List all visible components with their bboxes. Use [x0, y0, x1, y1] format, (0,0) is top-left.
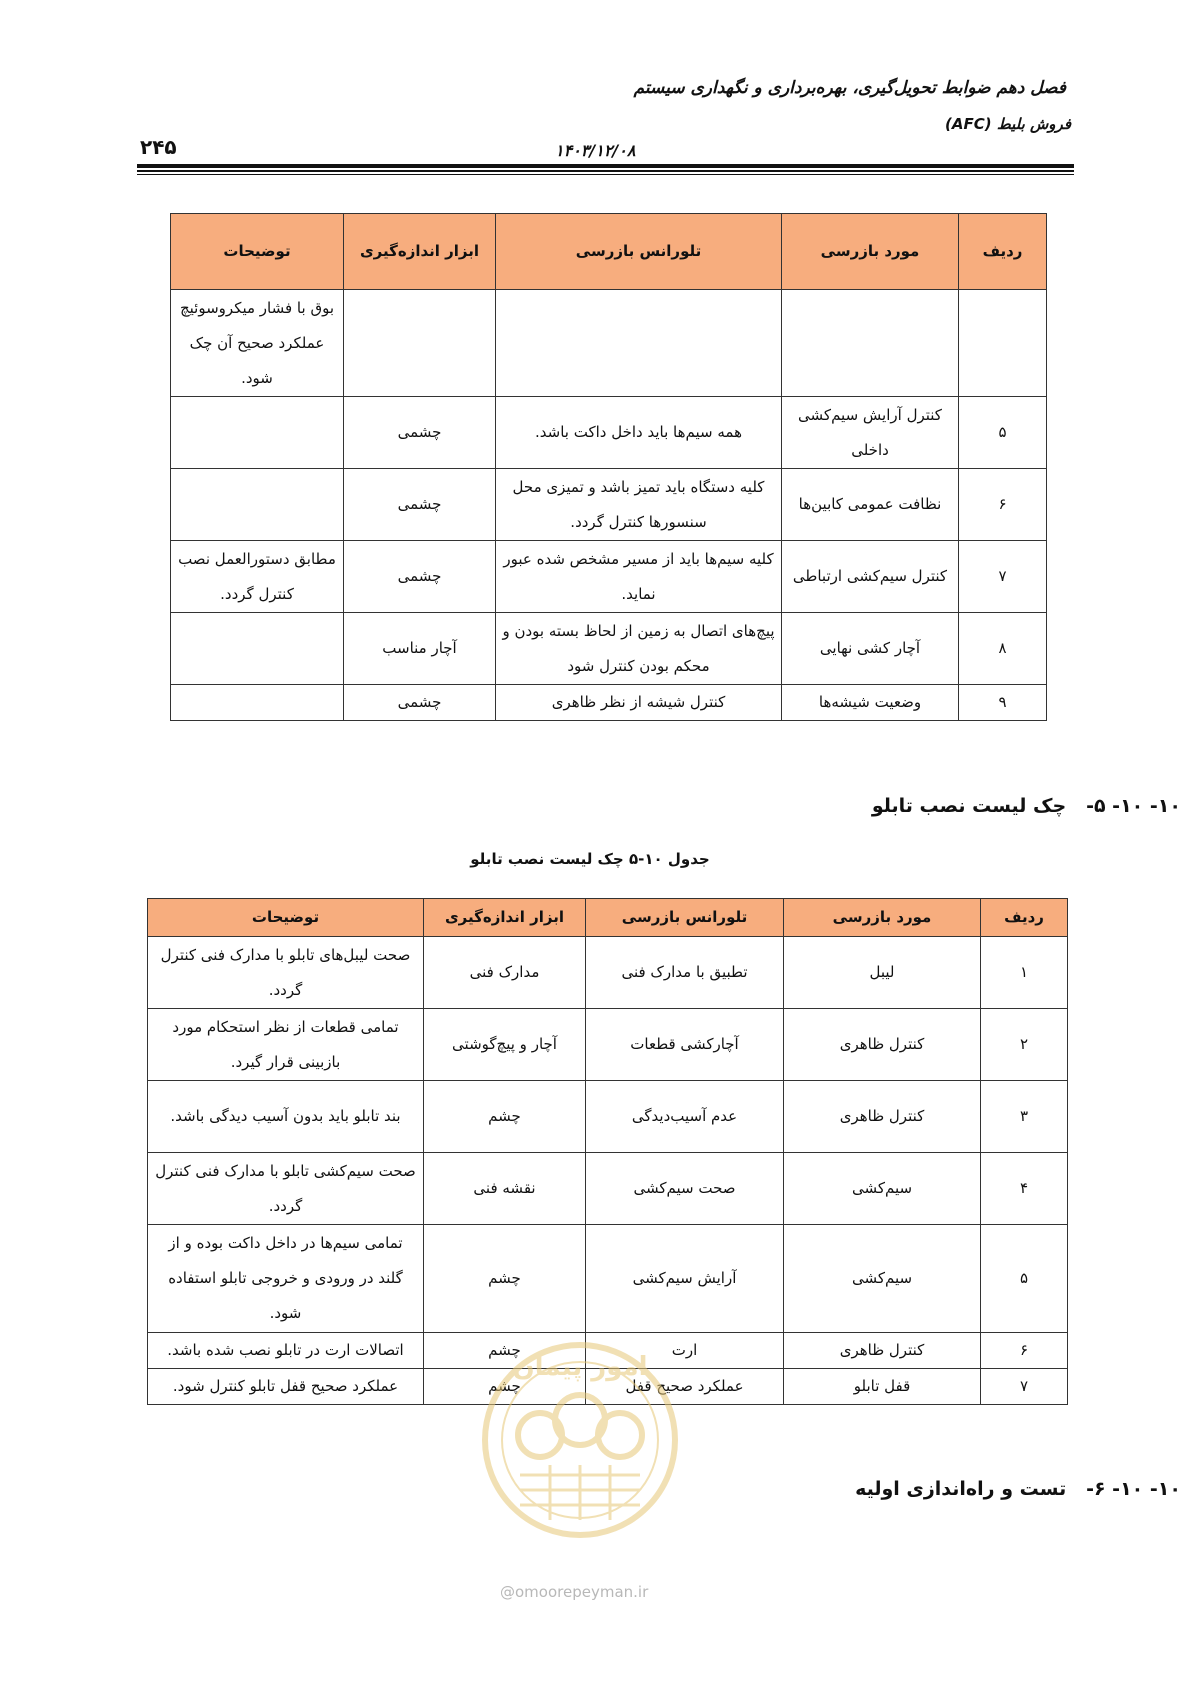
- description-cell: تمامی قطعات از نظر استحکام مورد بازبینی قرار گیرد.: [148, 1009, 424, 1081]
- tolerance-cell: ارت: [586, 1333, 784, 1369]
- header-rule-thin: [137, 174, 1074, 175]
- header-rule-thick: [137, 164, 1074, 168]
- measuring-tool-cell: آچار مناسب: [344, 613, 496, 685]
- table-row: [171, 397, 1047, 469]
- tolerance-cell: آچارکشی قطعات: [586, 1009, 784, 1081]
- table-row: [148, 1009, 1068, 1081]
- description-cell: [171, 469, 344, 541]
- table-header-row: [148, 899, 1068, 937]
- measuring-tool-cell: چشمی: [344, 469, 496, 541]
- row-number-cell: ۸: [959, 613, 1047, 685]
- chapter-subtitle: فروش بلیط (AFC): [945, 115, 1071, 133]
- description-cell: بند تابلو باید بدون آسیب دیدگی باشد.: [148, 1081, 424, 1153]
- table-row: [171, 685, 1047, 721]
- table-row: [148, 937, 1068, 1009]
- seal-text: امور پیمان: [512, 1352, 648, 1382]
- header-measuring-tool: ابزار اندازه‌گیری: [424, 899, 586, 937]
- table-row: [171, 613, 1047, 685]
- inspection-item-cell: وضعیت شیشه‌ها: [782, 685, 959, 721]
- table-row: [171, 290, 1047, 397]
- row-number-cell: ۶: [981, 1333, 1068, 1369]
- table-header-row: [171, 214, 1047, 290]
- description-cell: [171, 613, 344, 685]
- header-row-number: ردیف: [981, 899, 1068, 937]
- header-rule-middle: [137, 170, 1074, 172]
- header-inspection-item: مورد بازرسی: [782, 214, 959, 290]
- header-measuring-tool: ابزار اندازه‌گیری: [344, 214, 496, 290]
- inspection-item-cell: قفل تابلو: [784, 1369, 981, 1405]
- inspection-item-cell: [782, 290, 959, 397]
- table-row: [171, 541, 1047, 613]
- measuring-tool-cell: مدارک فنی: [424, 937, 586, 1009]
- description-cell: [171, 685, 344, 721]
- measuring-tool-cell: چشمی: [344, 541, 496, 613]
- section-number: ۱۰- ۱۰- ۵-: [1086, 795, 1181, 817]
- page-number: ۲۴۵: [140, 135, 177, 159]
- inspection-item-cell: کنترل ظاهری: [784, 1009, 981, 1081]
- description-cell: اتصالات ارت در تابلو نصب شده باشد.: [148, 1333, 424, 1369]
- row-number-cell: ۷: [981, 1369, 1068, 1405]
- header-description: توضیحات: [148, 899, 424, 937]
- row-number-cell: ۷: [959, 541, 1047, 613]
- description-cell: عملکرد صحیح قفل تابلو کنترل شود.: [148, 1369, 424, 1405]
- tolerance-cell: کلیه دستگاه باید تمیز باشد و تمیزی محل سنسورها کنترل گردد.: [496, 469, 782, 541]
- tolerance-cell: صحت سیم‌کشی: [586, 1153, 784, 1225]
- watermark-seal: [480, 1325, 680, 1565]
- row-number-cell: ۵: [959, 397, 1047, 469]
- header-inspection-item: مورد بازرسی: [784, 899, 981, 937]
- tolerance-cell: تطبیق با مدارک فنی: [586, 937, 784, 1009]
- inspection-item-cell: کنترل سیم‌کشی ارتباطی: [782, 541, 959, 613]
- section-title: چک لیست نصب تابلو: [871, 795, 1067, 817]
- inspection-item-cell: سیم‌کشی: [784, 1225, 981, 1333]
- header-tolerance: تلورانس بازرسی: [496, 214, 782, 290]
- tolerance-cell: عدم آسیب‌دیدگی: [586, 1081, 784, 1153]
- inspection-item-cell: سیم‌کشی: [784, 1153, 981, 1225]
- header-row-number: ردیف: [959, 214, 1047, 290]
- description-cell: مطابق دستورالعمل نصب کنترل گردد.: [171, 541, 344, 613]
- description-cell: صحت لیبل‌های تابلو با مدارک فنی کنترل گردد.: [148, 937, 424, 1009]
- inspection-item-cell: کنترل آرایش سیم‌کشی داخلی: [782, 397, 959, 469]
- chapter-title: فصل دهم ضوابط تحویل‌گیری، بهره‌برداری و نگهداری سیستم: [633, 78, 1066, 98]
- tolerance-cell: [496, 290, 782, 397]
- tolerance-cell: آرایش سیم‌کشی: [586, 1225, 784, 1333]
- section-heading-testing: [855, 1478, 1181, 1500]
- table-row: [171, 469, 1047, 541]
- measuring-tool-cell: چشم: [424, 1081, 586, 1153]
- row-number-cell: ۴: [981, 1153, 1068, 1225]
- row-number-cell: ۹: [959, 685, 1047, 721]
- tolerance-cell: عملکرد صحیح قفل: [586, 1369, 784, 1405]
- measuring-tool-cell: چشمی: [344, 685, 496, 721]
- row-number-cell: ۳: [981, 1081, 1068, 1153]
- header-description: توضیحات: [171, 214, 344, 290]
- inspection-item-cell: لیبل: [784, 937, 981, 1009]
- measuring-tool-cell: چشمی: [344, 397, 496, 469]
- inspection-item-cell: نظافت عمومی کابین‌ها: [782, 469, 959, 541]
- inspection-item-cell: کنترل ظاهری: [784, 1333, 981, 1369]
- measuring-tool-cell: چشم: [424, 1369, 586, 1405]
- table-row: [148, 1081, 1068, 1153]
- row-number-cell: ۱: [981, 937, 1068, 1009]
- tolerance-cell: پیچ‌های اتصال به زمین از لحاظ بسته بودن و محکم بودن کنترل شود: [496, 613, 782, 685]
- measuring-tool-cell: [344, 290, 496, 397]
- inspection-item-cell: آچار کشی نهایی: [782, 613, 959, 685]
- measuring-tool-cell: آچار و پیچ‌گوشتی: [424, 1009, 586, 1081]
- tolerance-cell: همه سیم‌ها باید داخل داکت باشد.: [496, 397, 782, 469]
- description-cell: [171, 397, 344, 469]
- row-number-cell: ۲: [981, 1009, 1068, 1081]
- inspection-table-cabin: [170, 213, 1047, 721]
- document-date: ۱۴۰۳/۱۲/۰۸: [555, 141, 636, 160]
- measuring-tool-cell: چشم: [424, 1333, 586, 1369]
- description-cell: صحت سیم‌کشی تابلو با مدارک فنی کنترل گردد.: [148, 1153, 424, 1225]
- row-number-cell: [959, 290, 1047, 397]
- section-heading-panel-checklist: [872, 795, 1181, 817]
- measuring-tool-cell: نقشه فنی: [424, 1153, 586, 1225]
- description-cell: بوق با فشار میکروسوئیچ عملکرد صحیح آن چک شود.: [171, 290, 344, 397]
- section-title: تست و راه‌اندازی اولیه: [855, 1478, 1067, 1500]
- watermark-url: @omoorepeyman.ir: [500, 1583, 649, 1601]
- tolerance-cell: کلیه سیم‌ها باید از مسیر مشخص شده عبور نماید.: [496, 541, 782, 613]
- table-row: [148, 1225, 1068, 1333]
- measuring-tool-cell: چشم: [424, 1225, 586, 1333]
- description-cell: تمامی سیم‌ها در داخل داکت بوده و از گلند در ورودی و خروجی تابلو استفاده شود.: [148, 1225, 424, 1333]
- tolerance-cell: کنترل شیشه از نظر ظاهری: [496, 685, 782, 721]
- row-number-cell: ۵: [981, 1225, 1068, 1333]
- header-tolerance: تلورانس بازرسی: [586, 899, 784, 937]
- section-number: ۱۰- ۱۰- ۶-: [1086, 1478, 1181, 1500]
- inspection-item-cell: کنترل ظاهری: [784, 1081, 981, 1153]
- table-caption: جدول ۱۰-۵ چک لیست نصب تابلو: [470, 850, 710, 868]
- row-number-cell: ۶: [959, 469, 1047, 541]
- table-row: [148, 1153, 1068, 1225]
